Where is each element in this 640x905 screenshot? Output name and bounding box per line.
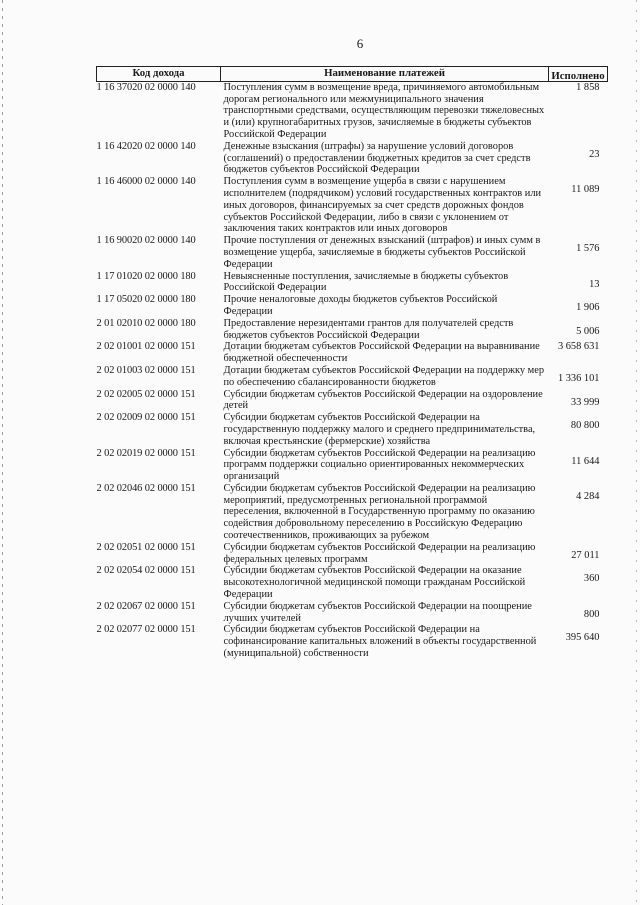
- table-header-row: [97, 67, 608, 82]
- row-amount: 1 336 101: [557, 372, 600, 384]
- table-row: [97, 365, 608, 389]
- row-name: Денежные взыскания (штрафы) за нарушение условий договоров (соглашений) о предоставлении бюджетных кредитов за счет средств бюджетов субъектов Российской Федерации: [223, 140, 531, 176]
- row-name: Дотации бюджетам субъектов Российской Федерации на поддержку мер по обеспечению сбалансированности бюджетов: [223, 364, 545, 388]
- row-amount: 4 284: [576, 490, 600, 502]
- row-amount: 5 006: [576, 325, 600, 337]
- table-row: [97, 483, 608, 542]
- table-row: [97, 81, 608, 140]
- page-number: 6: [356, 36, 364, 51]
- row-amount: 23: [589, 148, 600, 160]
- row-amount: 395 640: [565, 632, 600, 644]
- row-name: Субсидии бюджетам субъектов Российской Федерации на реализацию мероприятий, предусмотренных региональной программой переселения, включенной в Государственную программу по оказанию содействия добровольному переселению в Российскую Федерацию соотечественников, проживающих за рубежом: [223, 482, 536, 542]
- row-name: Поступления сумм в возмещение вреда, причиняемого автомобильным дорогам регионального или межмуниципального значения транспортными средствами, осуществляющим перевозки тяжеловесных и (или) крупногабаритных грузов, зачисляемые в бюджеты субъектов Российской Федерации: [223, 81, 545, 140]
- row-name: Субсидии бюджетам субъектов Российской Федерации на реализацию программ поддержки социально ориентированных некоммерческих организаций: [223, 447, 536, 483]
- table-row: [97, 601, 608, 625]
- table-row: [97, 235, 608, 270]
- row-name: Предоставление нерезидентами грантов для получателей средств бюджетов субъектов Российской Федерации: [223, 317, 514, 341]
- table-row: [97, 448, 608, 483]
- row-code: 2 02 02051 02 0000 151: [96, 541, 196, 553]
- row-name: Прочие поступления от денежных взысканий (штрафов) и иных сумм в возмещение ущерба, зачисляемые в бюджеты субъектов Российской Федерации: [223, 235, 541, 270]
- row-amount: 1 858: [576, 81, 600, 93]
- row-code: 2 02 02046 02 0000 151: [96, 482, 196, 494]
- row-amount: 11 644: [571, 455, 600, 467]
- page-edge-right: [636, 0, 637, 905]
- row-name: Прочие неналоговые доходы бюджетов субъектов Российской Федерации: [223, 294, 498, 317]
- row-name: Дотации бюджетам субъектов Российской Федерации на выравнивание бюджетной обеспеченности: [223, 341, 540, 365]
- table-row: [97, 542, 608, 566]
- row-name: Невыясненные поступления, зачисляемые в бюджеты субъектов Российской Федерации: [223, 270, 509, 294]
- row-code: 2 02 02054 02 0000 151: [96, 565, 196, 577]
- row-amount: 33 999: [570, 396, 600, 408]
- row-code: 2 02 01003 02 0000 151: [96, 364, 196, 376]
- row-code: 1 16 37020 02 0000 140: [96, 81, 196, 93]
- row-name: Субсидии бюджетам субъектов Российской Федерации на поощрение лучших учителей: [223, 600, 532, 624]
- row-code: 1 17 01020 02 0000 180: [96, 270, 196, 282]
- table-row: [97, 176, 608, 235]
- row-code: 1 16 42020 02 0000 140: [96, 140, 196, 152]
- row-code: 1 16 46000 02 0000 140: [96, 176, 196, 188]
- row-amount: 80 800: [570, 420, 600, 432]
- row-code: 2 01 02010 02 0000 180: [96, 317, 196, 329]
- revenue-table: [96, 66, 608, 660]
- row-amount: 13: [589, 278, 600, 290]
- row-name: Субсидии бюджетам субъектов Российской Федерации на реализацию федеральных целевых программ: [223, 541, 536, 565]
- header-name: Наименование платежей: [221, 67, 549, 82]
- table-row: [97, 318, 608, 342]
- row-code: 2 02 01001 02 0000 151: [96, 341, 196, 353]
- row-amount: 3 658 631: [557, 341, 600, 353]
- row-name: Субсидии бюджетам субъектов Российской Федерации на оздоровление детей: [223, 388, 543, 412]
- row-name: Субсидии бюджетам субъектов Российской Федерации на государственную поддержку малого и среднего предпринимательства, включая крестьянские (фермерские) хозяйства: [223, 412, 536, 447]
- row-amount: 11 089: [571, 184, 600, 196]
- table-row: [97, 294, 608, 318]
- row-code: 2 02 02005 02 0000 151: [96, 388, 196, 400]
- row-name: Поступления сумм в возмещение ущерба в связи с нарушением исполнителем (подрядчиком) условий государственных контрактов или иных договоров, финансируемых за счет средств дорожных фондов субъектов Российской Федерации, либо в связи с уклонением от заключения таких контрактов или иных договоров: [223, 176, 542, 235]
- row-name: Субсидии бюджетам субъектов Российской Федерации на оказание высокотехнологичной медицинской помощи гражданам Российской Федерации: [223, 565, 526, 601]
- table-body: [97, 81, 608, 660]
- row-amount: 1 906: [576, 302, 600, 314]
- table-row: [97, 271, 608, 295]
- row-amount: 27 011: [571, 549, 600, 561]
- page-edge-left: [2, 0, 3, 905]
- row-code: 1 16 90020 02 0000 140: [96, 235, 196, 247]
- table-row: [97, 141, 608, 176]
- header-code: Код дохода: [97, 67, 221, 82]
- row-amount: 1 576: [576, 243, 600, 255]
- row-name: Субсидии бюджетам субъектов Российской Федерации на софинансирование капитальных вложений в объекты государственной (муниципальной) собственности: [223, 624, 537, 660]
- header-amount: Исполнено: [549, 70, 608, 85]
- row-code: 2 02 02009 02 0000 151: [96, 412, 196, 424]
- table-row: [97, 624, 608, 659]
- table-row: [97, 389, 608, 413]
- row-code: 2 02 02019 02 0000 151: [96, 447, 196, 459]
- row-code: 1 17 05020 02 0000 180: [96, 294, 196, 306]
- row-code: 2 02 02077 02 0000 151: [96, 624, 196, 636]
- row-amount: 360: [583, 573, 600, 585]
- row-amount: 800: [583, 608, 600, 620]
- table-row: [97, 341, 608, 365]
- row-code: 2 02 02067 02 0000 151: [96, 600, 196, 612]
- table-row: [97, 412, 608, 447]
- table-row: [97, 565, 608, 600]
